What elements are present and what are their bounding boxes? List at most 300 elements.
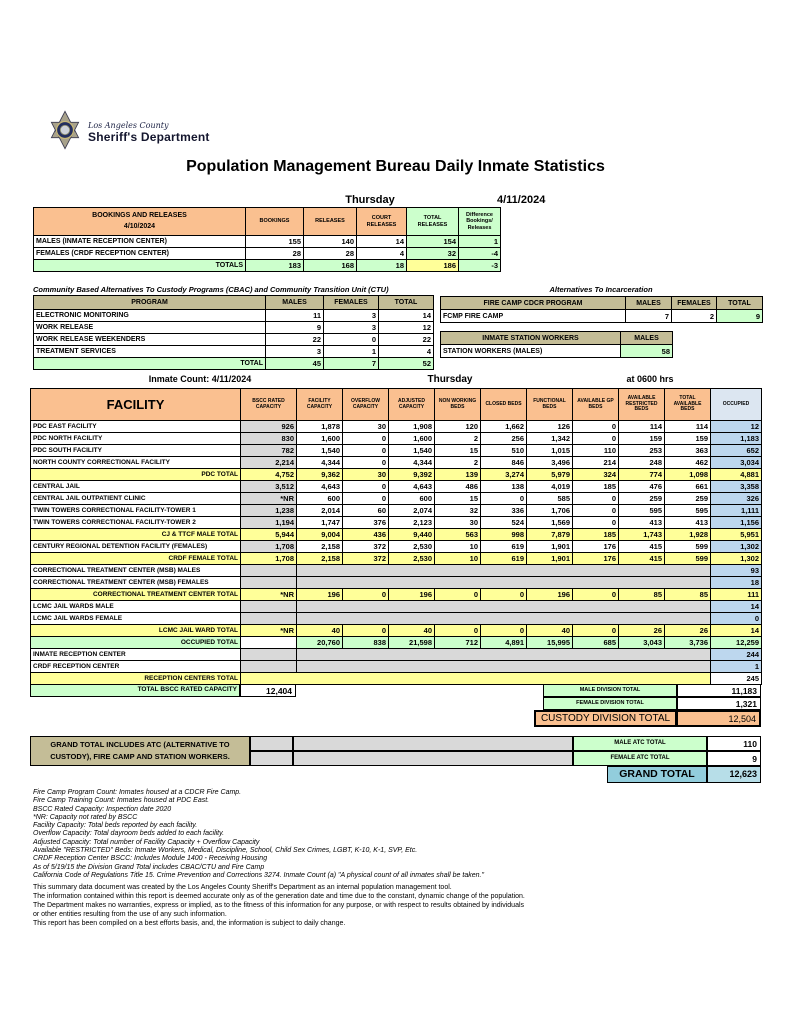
bscc-value: 2,214 xyxy=(241,457,297,469)
facility-row xyxy=(31,421,762,433)
value-cell: 1,901 xyxy=(527,541,573,553)
facility-row xyxy=(31,649,762,661)
facility-total-row xyxy=(31,625,762,637)
value-cell: 685 xyxy=(573,637,619,649)
footnote-line: *NR: Capacity not rated by BSCC xyxy=(33,813,138,821)
occupied-value: 14 xyxy=(711,601,762,613)
value-cell: 2,074 xyxy=(389,505,435,517)
value-cell: 712 xyxy=(435,637,481,649)
column-header: OCCUPIED xyxy=(711,389,762,421)
value-cell: 600 xyxy=(389,493,435,505)
column-header: CLOSED BEDS xyxy=(481,389,527,421)
value-cell: 253 xyxy=(619,445,665,457)
facility-name: CENTURY REGIONAL DETENTION FACILITY (FEMALES) xyxy=(31,541,241,553)
custody-division-row xyxy=(30,710,761,727)
value-cell: 159 xyxy=(619,433,665,445)
bookings-totals-row xyxy=(34,260,501,272)
value-cell: 774 xyxy=(619,469,665,481)
value-cell: 1,706 xyxy=(527,505,573,517)
facility-row xyxy=(31,481,762,493)
value-cell: 85 xyxy=(619,589,665,601)
value-cell: 14 xyxy=(357,236,407,248)
alternatives-title: Alternatives To Incarceration xyxy=(549,285,653,294)
facility-total-row xyxy=(31,529,762,541)
value-cell: 1,600 xyxy=(389,433,435,445)
facility-row xyxy=(31,517,762,529)
value-cell: 2 xyxy=(435,457,481,469)
value-cell: 4 xyxy=(379,346,434,358)
value-cell: 1,569 xyxy=(527,517,573,529)
facility-name: LCMC JAIL WARDS MALE xyxy=(31,601,241,613)
value-cell: 4,019 xyxy=(527,481,573,493)
facility-total-row xyxy=(31,637,762,649)
occupied-value: 14 xyxy=(711,625,762,637)
facility-name: PDC SOUTH FACILITY xyxy=(31,445,241,457)
value-cell: 139 xyxy=(435,469,481,481)
footnote-line: As of 5/19/15 the Division Grand Total includes CBAC/CTU and Fire Camp xyxy=(33,863,265,871)
value-cell: 563 xyxy=(435,529,481,541)
facility-total-row xyxy=(31,469,762,481)
occupied-value: 1,302 xyxy=(711,553,762,565)
inmate-count-weekday: Thursday xyxy=(427,374,473,385)
bscc-value: 782 xyxy=(241,445,297,457)
facility-name: CRDF RECEPTION CENTER xyxy=(31,661,241,673)
bscc-value: 3,512 xyxy=(241,481,297,493)
disclaimer xyxy=(33,883,773,928)
value-cell: 0 xyxy=(343,493,389,505)
bscc-value: 4,752 xyxy=(241,469,297,481)
column-header: INMATE STATION WORKERS xyxy=(441,332,621,345)
grand-total-value: 12,623 xyxy=(707,766,761,783)
facility-row xyxy=(31,457,762,469)
occupied-value: 12,259 xyxy=(711,637,762,649)
value-cell: 26 xyxy=(665,625,711,637)
value-cell: 372 xyxy=(343,541,389,553)
value-cell: 1,662 xyxy=(481,421,527,433)
value-cell: 85 xyxy=(665,589,711,601)
value-cell: 28 xyxy=(304,248,357,260)
value-cell: 0 xyxy=(343,625,389,637)
value-cell: 140 xyxy=(304,236,357,248)
occupied-value: 1,183 xyxy=(711,433,762,445)
value-cell: 138 xyxy=(481,481,527,493)
disclaimer-line: This report has been compiled on a best efforts basis, and, the information is subject to daily change. xyxy=(33,920,346,927)
bscc-value: 1,708 xyxy=(241,541,297,553)
female-division-total-label: FEMALE DIVISION TOTAL xyxy=(543,697,677,710)
empty-gray-cell xyxy=(293,751,573,766)
value-cell: 413 xyxy=(619,517,665,529)
value-cell: 3,043 xyxy=(619,637,665,649)
facility-total-row xyxy=(31,553,762,565)
value-cell: 3,736 xyxy=(665,637,711,649)
facility-name: CORRECTIONAL TREATMENT CENTER (MSB) MALES xyxy=(31,565,241,577)
facility-name: CENTRAL JAIL xyxy=(31,481,241,493)
value-cell: 0 xyxy=(481,493,527,505)
total-label: CORRECTIONAL TREATMENT CENTER TOTAL xyxy=(31,589,241,601)
value-cell: 336 xyxy=(481,505,527,517)
female-atc-total-label: FEMALE ATC TOTAL xyxy=(573,751,707,766)
footnote-line: Adjusted Capacity: Total number of Facility Capacity + Overflow Capacity xyxy=(33,838,260,846)
value-cell: 4,344 xyxy=(297,457,343,469)
disclaimer-line: The information contained within this report is deemed accurate only as of the generation date and time due to the constant, dynamic change of the population. xyxy=(33,893,525,900)
value-cell: 324 xyxy=(573,469,619,481)
facility-row xyxy=(31,601,762,613)
grand-total-block xyxy=(30,736,761,783)
column-header: NON WORKING BEDS xyxy=(435,389,481,421)
bscc-value: *NR xyxy=(241,589,297,601)
value-cell: 1,747 xyxy=(297,517,343,529)
value-cell: 22 xyxy=(379,334,434,346)
occupied-value: 18 xyxy=(711,577,762,589)
value-cell: 30 xyxy=(343,421,389,433)
value-cell: 154 xyxy=(407,236,459,248)
bookings-col-header: BOOKINGS xyxy=(246,208,304,236)
value-cell: 58 xyxy=(621,345,673,358)
value-cell: 0 xyxy=(343,457,389,469)
facility-name: TWIN TOWERS CORRECTIONAL FACILITY-TOWER 2 xyxy=(31,517,241,529)
value-cell: 1,878 xyxy=(297,421,343,433)
value-cell: 363 xyxy=(665,445,711,457)
column-header: BSCC RATED CAPACITY xyxy=(241,389,297,421)
total-label: PDC TOTAL xyxy=(31,469,241,481)
value-cell: 5,979 xyxy=(527,469,573,481)
value-cell: 114 xyxy=(619,421,665,433)
footnote-line: Fire Camp Training Count: Inmates housed at PDC East. xyxy=(33,797,210,805)
facility-row xyxy=(31,505,762,517)
value-cell: 1 xyxy=(459,236,501,248)
footnote-line: California Code of Regulations Title 15. Crime Prevention and Corrections 3274. Inmate Count (a) "A physical count of all inmates shall be taken." xyxy=(33,871,484,879)
bscc-value: 5,944 xyxy=(241,529,297,541)
value-cell: 12 xyxy=(379,322,434,334)
totals-value: 52 xyxy=(379,358,434,370)
value-cell: 120 xyxy=(435,421,481,433)
value-cell: 15 xyxy=(435,445,481,457)
value-cell: 0 xyxy=(573,517,619,529)
totals-value: 183 xyxy=(246,260,304,272)
value-cell: 159 xyxy=(665,433,711,445)
bscc-value: *NR xyxy=(241,493,297,505)
value-cell: 2,123 xyxy=(389,517,435,529)
fire-camp-table xyxy=(440,296,763,323)
value-cell: 4,643 xyxy=(297,481,343,493)
column-header: TOTAL AVAILABLE BEDS xyxy=(665,389,711,421)
row-label: TREATMENT SERVICES xyxy=(34,346,266,358)
value-cell: 0 xyxy=(573,589,619,601)
value-cell: 1,928 xyxy=(665,529,711,541)
empty-span xyxy=(297,601,711,613)
column-header: TOTAL xyxy=(717,297,763,310)
occupied-value: 652 xyxy=(711,445,762,457)
value-cell: 2,530 xyxy=(389,553,435,565)
value-cell: 10 xyxy=(435,553,481,565)
column-header: FEMALES xyxy=(324,296,379,310)
footnote-line: Facility Capacity: Total beds reported by each facility. xyxy=(33,822,198,830)
logo-department-text: Sheriff's Department xyxy=(88,130,210,144)
column-header: MALES xyxy=(266,296,324,310)
bscc-empty xyxy=(241,565,297,577)
value-cell: 110 xyxy=(573,445,619,457)
occupied-value: 244 xyxy=(711,649,762,661)
value-cell: 2,158 xyxy=(297,553,343,565)
value-cell: 256 xyxy=(481,433,527,445)
day-date-row xyxy=(0,194,791,208)
bscc-value xyxy=(241,637,297,649)
inmate-count-row xyxy=(30,374,761,387)
value-cell: 196 xyxy=(389,589,435,601)
occupied-value: 1,156 xyxy=(711,517,762,529)
facility-column-header: FACILITY xyxy=(31,389,241,421)
column-header: FEMALES xyxy=(672,297,717,310)
value-cell: 376 xyxy=(343,517,389,529)
male-atc-total-label: MALE ATC TOTAL xyxy=(573,736,707,751)
table-header-row xyxy=(441,332,673,345)
column-header: FIRE CAMP CDCR PROGRAM xyxy=(441,297,626,310)
table-row xyxy=(34,346,434,358)
value-cell: 524 xyxy=(481,517,527,529)
occupied-value: 1 xyxy=(711,661,762,673)
bscc-empty xyxy=(241,661,297,673)
inmate-count-label: Inmate Count: 4/11/2024 xyxy=(148,374,252,384)
row-label: FCMP FIRE CAMP xyxy=(441,310,626,323)
value-cell: 26 xyxy=(619,625,665,637)
value-cell: 9 xyxy=(266,322,324,334)
total-bscc-row xyxy=(30,684,761,697)
facility-row xyxy=(31,661,762,673)
bscc-empty xyxy=(241,577,297,589)
facility-row xyxy=(31,445,762,457)
occupied-value: 93 xyxy=(711,565,762,577)
totals-value: 168 xyxy=(304,260,357,272)
value-cell: 7 xyxy=(626,310,672,323)
disclaimer-line: This summary data document was created by the Los Angeles County Sheriff's Department as an internal population management tool. xyxy=(33,884,452,891)
value-cell: 1 xyxy=(324,346,379,358)
value-cell: 32 xyxy=(407,248,459,260)
column-header: ADJUSTED CAPACITY xyxy=(389,389,435,421)
facility-row xyxy=(31,577,762,589)
table-header-row xyxy=(34,296,434,310)
empty-gray-cell xyxy=(250,751,293,766)
value-cell: 2,158 xyxy=(297,541,343,553)
column-header: OVERFLOW CAPACITY xyxy=(343,389,389,421)
value-cell: 486 xyxy=(435,481,481,493)
value-cell: 0 xyxy=(343,433,389,445)
value-cell: 20,760 xyxy=(297,637,343,649)
occupied-value: 326 xyxy=(711,493,762,505)
facility-row xyxy=(31,433,762,445)
occupied-value: 111 xyxy=(711,589,762,601)
value-cell: 196 xyxy=(297,589,343,601)
value-cell: 599 xyxy=(665,541,711,553)
value-cell: 176 xyxy=(573,553,619,565)
row-label: ELECTRONIC MONITORING xyxy=(34,310,266,322)
value-cell: 998 xyxy=(481,529,527,541)
bookings-title-cell xyxy=(34,208,246,236)
logo-county-text: Los Angeles County xyxy=(88,121,169,130)
department-logo xyxy=(48,110,210,155)
column-header: FUNCTIONAL BEDS xyxy=(527,389,573,421)
totals-value: 45 xyxy=(266,358,324,370)
bscc-value: 1,194 xyxy=(241,517,297,529)
value-cell: 248 xyxy=(619,457,665,469)
value-cell: 413 xyxy=(665,517,711,529)
value-cell: 3 xyxy=(324,322,379,334)
facility-name: CORRECTIONAL TREATMENT CENTER (MSB) FEMALES xyxy=(31,577,241,589)
value-cell: 838 xyxy=(343,637,389,649)
bookings-row xyxy=(34,248,501,260)
facility-header-row xyxy=(31,389,762,421)
facility-row xyxy=(31,541,762,553)
value-cell: 1,015 xyxy=(527,445,573,457)
row-label: MALES (INMATE RECEPTION CENTER) xyxy=(34,236,246,248)
value-cell: 28 xyxy=(246,248,304,260)
bscc-empty xyxy=(241,613,297,625)
footnote-line: CRDF Reception Center BSCC: Includes Module 1400 - Receiving Housing xyxy=(33,855,268,863)
totals-value: 18 xyxy=(357,260,407,272)
station-workers-table xyxy=(440,331,673,358)
value-cell: 372 xyxy=(343,553,389,565)
footnote-line: Overflow Capacity: Total dayroom beds added to each facility. xyxy=(33,830,225,838)
page-title: Population Management Bureau Daily Inmate Statistics xyxy=(186,158,605,175)
value-cell: 0 xyxy=(573,505,619,517)
table-row xyxy=(34,334,434,346)
bookings-title: BOOKINGS AND RELEASES xyxy=(92,212,187,219)
value-cell: 0 xyxy=(343,445,389,457)
value-cell: 0 xyxy=(343,589,389,601)
value-cell: 32 xyxy=(435,505,481,517)
male-division-total-label: MALE DIVISION TOTAL xyxy=(543,684,677,697)
bscc-value: 926 xyxy=(241,421,297,433)
value-cell: 7,879 xyxy=(527,529,573,541)
totals-value: 7 xyxy=(324,358,379,370)
facility-name: CENTRAL JAIL OUTPATIENT CLINIC xyxy=(31,493,241,505)
table-row xyxy=(34,310,434,322)
table-row xyxy=(441,310,763,323)
total-label: LCMC JAIL WARD TOTAL xyxy=(31,625,241,637)
value-cell: 1,743 xyxy=(619,529,665,541)
cbac-title: Community Based Alternatives To Custody Programs (CBAC) and Community Transition Unit (CTU) xyxy=(33,285,389,294)
footnote-line: BSCC Rated Capacity: Inspection date 2020 xyxy=(33,805,172,813)
value-cell: 60 xyxy=(343,505,389,517)
total-label: CJ & TTCF MALE TOTAL xyxy=(31,529,241,541)
value-cell: 510 xyxy=(481,445,527,457)
empty-span xyxy=(297,649,711,661)
value-cell: 4 xyxy=(357,248,407,260)
disclaimer-line: or other entities resulting from the use of any such information. xyxy=(33,911,227,918)
value-cell: 30 xyxy=(343,469,389,481)
female-division-row xyxy=(30,697,761,710)
value-cell: 585 xyxy=(527,493,573,505)
value-cell: 462 xyxy=(665,457,711,469)
value-cell: 2,014 xyxy=(297,505,343,517)
facility-name: PDC EAST FACILITY xyxy=(31,421,241,433)
column-header: PROGRAM xyxy=(34,296,266,310)
occupied-value: 3,034 xyxy=(711,457,762,469)
value-cell: 1,342 xyxy=(527,433,573,445)
facility-row xyxy=(31,565,762,577)
value-cell: 1,908 xyxy=(389,421,435,433)
value-cell: 1,540 xyxy=(389,445,435,457)
totals-value: -3 xyxy=(459,260,501,272)
value-cell: 1,540 xyxy=(297,445,343,457)
value-cell: 185 xyxy=(573,481,619,493)
empty-span xyxy=(297,661,711,673)
value-cell: 114 xyxy=(665,421,711,433)
bscc-value: *NR xyxy=(241,625,297,637)
row-label: WORK RELEASE WEEKENDERS xyxy=(34,334,266,346)
cbac-table xyxy=(33,295,434,370)
value-cell: 436 xyxy=(343,529,389,541)
value-cell: 599 xyxy=(665,553,711,565)
value-cell: 1,098 xyxy=(665,469,711,481)
male-division-total-value: 11,183 xyxy=(677,684,761,697)
value-cell: -4 xyxy=(459,248,501,260)
occupied-value: 3,358 xyxy=(711,481,762,493)
table-row xyxy=(34,322,434,334)
value-cell: 0 xyxy=(573,433,619,445)
occupied-value: 12 xyxy=(711,421,762,433)
bookings-releases-table xyxy=(33,207,501,272)
bookings-col-header: Difference Bookings/ Releases xyxy=(459,208,501,236)
value-cell: 0 xyxy=(324,334,379,346)
value-cell: 595 xyxy=(619,505,665,517)
value-cell: 214 xyxy=(573,457,619,469)
value-cell: 9,362 xyxy=(297,469,343,481)
value-cell: 0 xyxy=(435,625,481,637)
row-label: FEMALES (CRDF RECEPTION CENTER) xyxy=(34,248,246,260)
bookings-row xyxy=(34,236,501,248)
sheriff-star-icon xyxy=(48,110,82,155)
value-cell: 40 xyxy=(297,625,343,637)
grand-total-label: GRAND TOTAL xyxy=(607,766,707,783)
occupied-value: 0 xyxy=(711,613,762,625)
totals-label: TOTAL xyxy=(34,358,266,370)
value-cell: 259 xyxy=(619,493,665,505)
value-cell: 1,600 xyxy=(297,433,343,445)
value-cell: 1,901 xyxy=(527,553,573,565)
grand-total-note: GRAND TOTAL INCLUDES ATC (ALTERNATIVE TO CUSTODY), FIRE CAMP AND STATION WORKERS. xyxy=(30,736,250,766)
bscc-value: 830 xyxy=(241,433,297,445)
footnotes xyxy=(33,789,753,880)
bookings-date: 4/10/2024 xyxy=(123,222,156,230)
value-cell: 846 xyxy=(481,457,527,469)
value-cell: 185 xyxy=(573,529,619,541)
value-cell: 4,643 xyxy=(389,481,435,493)
value-cell: 10 xyxy=(435,541,481,553)
occupied-value: 1,111 xyxy=(711,505,762,517)
disclaimer-line: The Department makes no warranties, express or implied, as to the fitness of this information for any purpose, or with respect to results obtained by individuals xyxy=(33,902,525,909)
value-cell: 3 xyxy=(266,346,324,358)
value-cell: 126 xyxy=(527,421,573,433)
grand-total-row xyxy=(30,766,761,783)
column-header: MALES xyxy=(621,332,673,345)
value-cell: 15,995 xyxy=(527,637,573,649)
value-cell: 40 xyxy=(389,625,435,637)
custody-division-total-label: CUSTODY DIVISION TOTAL xyxy=(534,710,677,727)
bookings-col-header: COURT RELEASES xyxy=(357,208,407,236)
value-cell: 619 xyxy=(481,553,527,565)
occupied-value: 4,881 xyxy=(711,469,762,481)
value-cell: 21,598 xyxy=(389,637,435,649)
total-label: RECEPTION CENTERS TOTAL xyxy=(31,673,241,685)
value-cell: 196 xyxy=(527,589,573,601)
value-cell: 9,392 xyxy=(389,469,435,481)
weekday-label: Thursday xyxy=(345,194,395,206)
value-cell: 30 xyxy=(435,517,481,529)
facility-row xyxy=(31,493,762,505)
footnote-line: Available "RESTRICTED" Beds: Inmate Workers, Medical, Discipline, School, Child Sex Crimes, LGBT, K-10, K-1, SVP, Etc. xyxy=(33,847,418,855)
value-cell: 9 xyxy=(717,310,763,323)
value-cell: 619 xyxy=(481,541,527,553)
